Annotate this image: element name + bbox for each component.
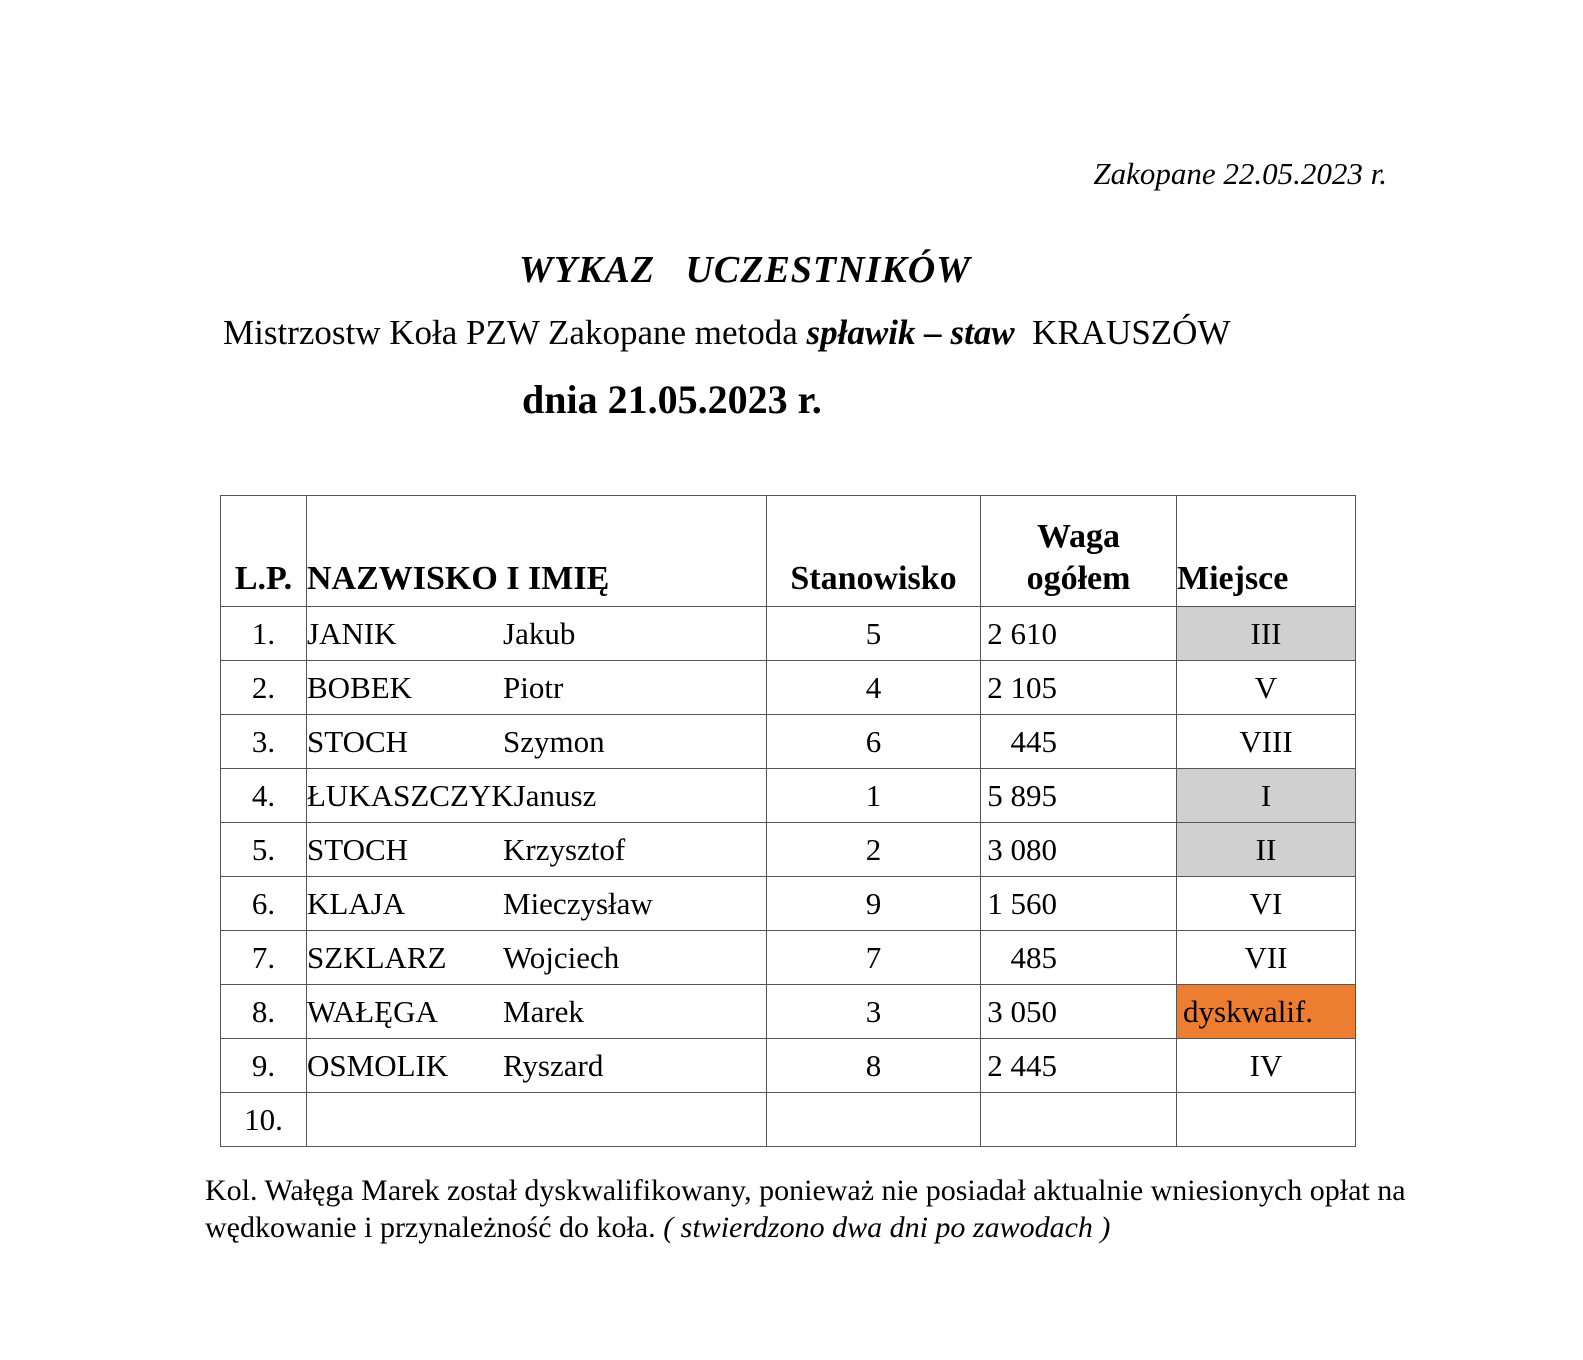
cell-lp: 7. (221, 931, 307, 985)
subtitle (223, 313, 1230, 353)
cell-miejsce: III (1177, 607, 1356, 661)
cell-stanowisko: 2 (767, 823, 981, 877)
cell-surname: SZKLARZ (307, 939, 447, 975)
competition-date: dnia 21.05.2023 r. (522, 377, 822, 422)
cell-waga (981, 1093, 1177, 1147)
cell-lp: 6. (221, 877, 307, 931)
col-header-waga-line2: ogółem (1026, 560, 1131, 597)
cell-name (307, 877, 767, 931)
cell-stanowisko: 4 (767, 661, 981, 715)
cell-stanowisko: 8 (767, 1039, 981, 1093)
cell-waga (981, 877, 1177, 931)
cell-waga (981, 769, 1177, 823)
cell-waga-value: 1 560 (987, 885, 1057, 921)
cell-waga-value: 485 (1010, 939, 1057, 975)
cell-waga-value: 2 105 (987, 669, 1057, 705)
col-header-stanowisko: Stanowisko (767, 496, 981, 607)
cell-first-name: Szymon (503, 723, 605, 759)
cell-surname: KLAJA (307, 885, 406, 921)
cell-waga-value: 5 895 (987, 777, 1057, 813)
cell-name (307, 607, 767, 661)
cell-miejsce: IV (1177, 1039, 1356, 1093)
cell-lp: 5. (221, 823, 307, 877)
place-date: Zakopane 22.05.2023 r. (1093, 156, 1387, 191)
cell-lp: 10. (221, 1093, 307, 1147)
cell-name (307, 1039, 767, 1093)
cell-name (307, 1093, 767, 1147)
cell-miejsce: VIII (1177, 715, 1356, 769)
cell-first-name: Mieczysław (503, 885, 653, 921)
cell-lp: 8. (221, 985, 307, 1039)
cell-first-name: Piotr (503, 669, 564, 705)
cell-waga-value: 2 610 (987, 615, 1057, 651)
cell-surname: ŁUKASZCZYK (307, 777, 514, 813)
col-header-waga (981, 496, 1177, 607)
cell-waga (981, 985, 1177, 1039)
cell-first-name: Jakub (503, 615, 576, 651)
cell-stanowisko: 9 (767, 877, 981, 931)
cell-lp: 3. (221, 715, 307, 769)
table-header-row (221, 496, 1356, 607)
cell-waga-value: 3 080 (987, 831, 1057, 867)
col-header-waga-line1: Waga (1036, 518, 1121, 555)
col-header-miejsce: Miejsce (1177, 496, 1356, 607)
cell-name (307, 661, 767, 715)
cell-stanowisko: 1 (767, 769, 981, 823)
cell-lp: 1. (221, 607, 307, 661)
cell-surname: BOBEK (307, 669, 413, 705)
cell-stanowisko: 5 (767, 607, 981, 661)
cell-waga (981, 661, 1177, 715)
cell-waga-value: 3 050 (987, 993, 1057, 1029)
cell-waga (981, 607, 1177, 661)
table-row (221, 661, 1356, 715)
cell-stanowisko: 3 (767, 985, 981, 1039)
cell-surname: STOCH (307, 723, 409, 759)
subtitle-prefix: Mistrzostw Koła PZW Zakopane metoda (223, 313, 807, 352)
footnote (205, 1172, 1425, 1246)
cell-waga (981, 715, 1177, 769)
cell-name (307, 823, 767, 877)
table-row (221, 715, 1356, 769)
table-row (221, 877, 1356, 931)
cell-first-name: Janusz (513, 777, 597, 813)
col-header-lp: L.P. (221, 496, 307, 607)
footnote-text: Kol. Wałęga Marek został dyskwalifikowany, ponieważ nie posiadał aktualnie wniesionych opłat na wędkowanie i przynależność do koła. (205, 1174, 1406, 1244)
cell-waga (981, 1039, 1177, 1093)
cell-stanowisko (767, 1093, 981, 1147)
cell-lp: 2. (221, 661, 307, 715)
subtitle-method: spławik – staw (806, 313, 1015, 352)
subtitle-location: KRAUSZÓW (1032, 313, 1231, 352)
table-row (221, 769, 1356, 823)
cell-name (307, 715, 767, 769)
table-row (221, 931, 1356, 985)
cell-surname: OSMOLIK (307, 1047, 449, 1083)
document-title: WYKAZ UCZESTNIKÓW (519, 249, 971, 291)
cell-miejsce: I (1177, 769, 1356, 823)
results-table (220, 495, 1356, 1147)
cell-miejsce: dyskwalif. (1177, 985, 1356, 1039)
table-row (221, 1039, 1356, 1093)
cell-surname: JANIK (307, 615, 397, 651)
table-row (221, 607, 1356, 661)
cell-miejsce: VI (1177, 877, 1356, 931)
cell-surname: WAŁĘGA (307, 993, 438, 1029)
cell-miejsce: V (1177, 661, 1356, 715)
cell-name (307, 769, 767, 823)
cell-first-name: Ryszard (503, 1047, 604, 1083)
table-row (221, 985, 1356, 1039)
cell-waga-value: 445 (1010, 723, 1057, 759)
cell-first-name: Krzysztof (503, 831, 626, 867)
cell-miejsce: VII (1177, 931, 1356, 985)
cell-waga (981, 823, 1177, 877)
cell-first-name: Marek (503, 993, 584, 1029)
cell-name (307, 985, 767, 1039)
cell-first-name: Wojciech (503, 939, 620, 975)
cell-waga-value: 2 445 (987, 1047, 1057, 1083)
cell-lp: 9. (221, 1039, 307, 1093)
cell-surname: STOCH (307, 831, 409, 867)
cell-stanowisko: 7 (767, 931, 981, 985)
table-row (221, 823, 1356, 877)
cell-miejsce (1177, 1093, 1356, 1147)
footnote-italic: ( stwierdzono dwa dni po zawodach ) (663, 1211, 1111, 1244)
cell-miejsce: II (1177, 823, 1356, 877)
cell-waga (981, 931, 1177, 985)
cell-name (307, 931, 767, 985)
table-row (221, 1093, 1356, 1147)
cell-stanowisko: 6 (767, 715, 981, 769)
cell-lp: 4. (221, 769, 307, 823)
col-header-name: NAZWISKO I IMIĘ (307, 496, 767, 607)
